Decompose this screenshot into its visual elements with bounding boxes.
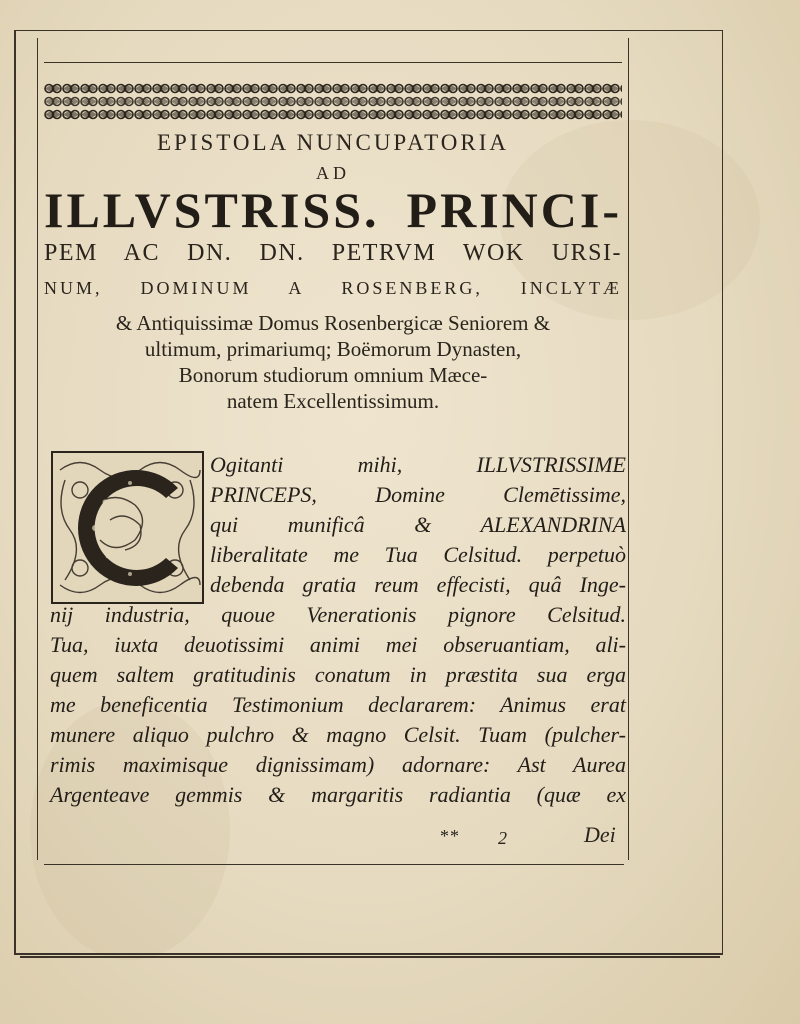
body-line: liberalitate me Tua Celsitud. perpetuò: [210, 542, 626, 567]
signature-mark: **: [440, 826, 460, 846]
body-text-indented: [210, 450, 626, 600]
title-line-rosenberg: NUM, DOMINUM A ROSENBERG, INCLYTÆ: [44, 278, 622, 298]
body-line: Tua, iuxta deuotissimi animi mei obseruantiam, ali-: [50, 632, 626, 657]
body-text-full: [50, 600, 626, 810]
dedication-line: natem Excellentissimum.: [226, 389, 440, 413]
dedication-line: ultimum, primariumq; Boëmorum Dynasten,: [144, 337, 522, 361]
body-line: PRINCEPS, Domine Clemētissime,: [210, 482, 626, 507]
body-line: Ogitanti mihi, ILLVSTRISSIME: [210, 452, 626, 477]
body-line: qui munificâ & ALEXANDRINA: [210, 512, 626, 537]
dedication-line: Bonorum studiorum omnium Mæce-: [178, 363, 488, 387]
title-line-petrum: PEM AC DN. DN. PETRVM WOK URSI-: [44, 240, 622, 266]
bottom-rule: [44, 864, 624, 865]
signature-number: 2: [498, 828, 507, 848]
top-rule: [44, 62, 622, 63]
body-line: debenda gratia reum effecisti, quâ Inge-: [210, 572, 626, 597]
title-line-epistola: EPISTOLA NUNCUPATORIA: [156, 130, 510, 155]
body-line: me beneficentia Testimonium declararem: Animus erat: [50, 692, 626, 717]
body-line: Argenteave gemmis & margaritis radiantia (quæ ex: [50, 782, 626, 807]
body-line: quem saltem gratitudinis conatum in præstita sua erga: [50, 662, 626, 687]
title-line-illustriss: ILLVSTRISS. PRINCI-: [44, 182, 622, 238]
title-line-ad: AD: [316, 163, 350, 183]
catchword: Dei: [584, 822, 616, 847]
decorated-initial-c-icon: [50, 450, 205, 605]
body-line: munere aliquo pulchro & magno Celsit. Tuam (pulcher-: [50, 722, 626, 747]
outer-bottom-rule: [20, 956, 720, 958]
body-line: rimis maximisque dignissimam) adornare: Ast Aurea: [50, 752, 626, 777]
dedication-line: & Antiquissimæ Domus Rosenbergicæ Seniorem &: [115, 311, 551, 335]
ornament-band-icon: [44, 82, 622, 122]
body-line: nij industria, quoue Venerationis pignore Celsitud.: [50, 602, 626, 627]
